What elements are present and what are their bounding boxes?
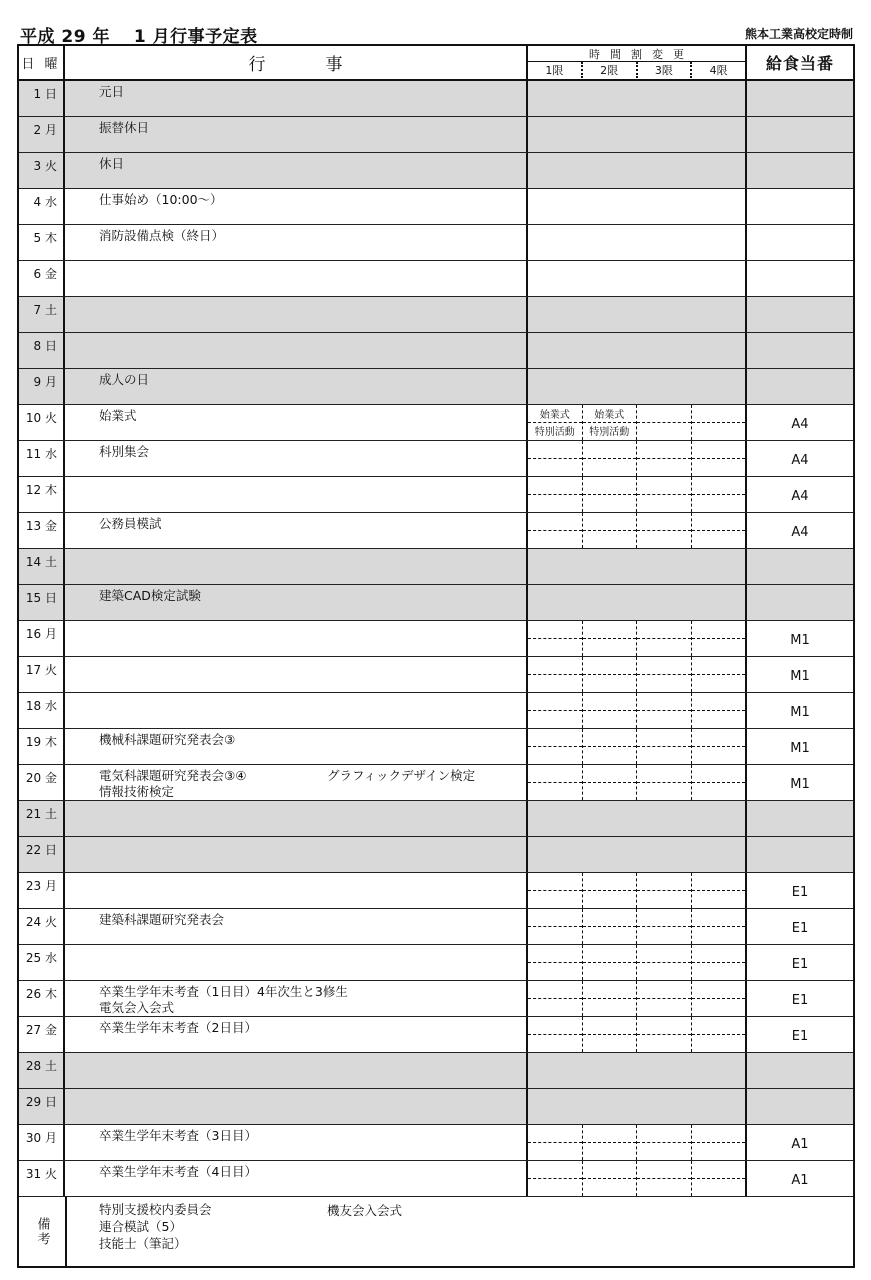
period-slot xyxy=(692,405,746,440)
event-text: 仕事始め（10:00～） xyxy=(99,192,223,207)
period-cell xyxy=(528,117,747,152)
period-slot xyxy=(637,621,692,656)
period-slot xyxy=(692,981,746,1016)
period-cell xyxy=(528,585,747,620)
event-text: 始業式 xyxy=(99,408,137,423)
table-row xyxy=(19,513,853,549)
event-cell xyxy=(65,1161,528,1196)
period-cell xyxy=(528,801,747,836)
header-day: 日 曜 xyxy=(19,46,65,79)
period-cell xyxy=(528,1125,747,1160)
period-slot xyxy=(637,405,692,440)
event-cell xyxy=(65,81,528,116)
table-body xyxy=(19,81,853,1197)
meal-duty-cell: E1 xyxy=(791,1029,809,1044)
meal-duty-cell: A4 xyxy=(791,489,809,504)
meal-duty-cell: A4 xyxy=(791,417,809,432)
period-slot xyxy=(583,729,638,764)
meal-duty-cell xyxy=(747,549,853,584)
period-slot xyxy=(692,909,746,944)
meal-duty-cell xyxy=(747,837,853,872)
meal-duty-cell: M1 xyxy=(790,777,810,792)
table-row xyxy=(19,1053,853,1089)
day-cell: 29 日 xyxy=(19,1089,65,1124)
table-row xyxy=(19,297,853,333)
day-cell: 7 土 xyxy=(19,297,65,332)
event-text-right: グラフィックデザイン検定 xyxy=(327,768,476,783)
meal-duty-cell xyxy=(747,333,853,368)
event-cell xyxy=(65,369,528,404)
table-row xyxy=(19,153,853,189)
period-slot xyxy=(583,1125,638,1160)
period-slot xyxy=(692,693,746,728)
event-text: 休日 xyxy=(99,156,125,171)
period-slot xyxy=(583,981,638,1016)
day-cell: 24 火 xyxy=(19,909,65,944)
period-slot xyxy=(637,477,692,512)
event-cell xyxy=(65,117,528,152)
meal-duty-cell: E1 xyxy=(791,921,809,936)
table-row xyxy=(19,585,853,621)
period-slot xyxy=(637,1125,692,1160)
meal-duty-cell: A4 xyxy=(791,453,809,468)
period-slot xyxy=(528,1161,583,1196)
table-row xyxy=(19,945,853,981)
event-text: 元日 xyxy=(99,84,125,99)
day-cell: 5 木 xyxy=(19,225,65,260)
meal-duty-cell: A1 xyxy=(791,1173,809,1188)
period-slot xyxy=(637,909,692,944)
period-slot xyxy=(528,657,583,692)
event-text: 建築科課題研究発表会 xyxy=(99,912,225,927)
period-cell xyxy=(528,1161,747,1196)
event-cell xyxy=(65,225,528,260)
day-cell: 2 月 xyxy=(19,117,65,152)
period-slot xyxy=(528,729,583,764)
period-slot xyxy=(583,765,638,800)
event-cell xyxy=(65,801,528,836)
period-cell xyxy=(528,837,747,872)
day-cell: 13 金 xyxy=(19,513,65,548)
period-slot xyxy=(528,873,583,908)
event-cell xyxy=(65,657,528,692)
day-cell: 22 日 xyxy=(19,837,65,872)
period-cell xyxy=(528,513,747,548)
table-row xyxy=(19,909,853,945)
event-cell xyxy=(65,909,528,944)
event-text: 機械科課題研究発表会③ xyxy=(99,732,236,747)
event-text: 情報技術検定 xyxy=(99,784,175,799)
period-slot xyxy=(528,477,583,512)
table-row xyxy=(19,477,853,513)
remarks-section xyxy=(19,1197,853,1266)
day-cell: 10 火 xyxy=(19,405,65,440)
day-cell: 14 土 xyxy=(19,549,65,584)
period-slot xyxy=(583,441,638,476)
meal-duty-cell xyxy=(747,1053,853,1088)
remarks-line: 連合模試（5） xyxy=(99,1219,182,1234)
period-cell xyxy=(528,909,747,944)
day-cell: 4 水 xyxy=(19,189,65,224)
header-period-2: 2限 xyxy=(583,62,638,78)
period-slot xyxy=(637,657,692,692)
period-slot xyxy=(528,693,583,728)
period-slot xyxy=(528,621,583,656)
period-slot xyxy=(528,765,583,800)
period-slot xyxy=(583,405,638,440)
period-slot xyxy=(528,1017,583,1052)
period-slot xyxy=(528,405,583,440)
meal-duty-cell: A4 xyxy=(791,525,809,540)
meal-duty-cell: M1 xyxy=(790,741,810,756)
period-slot xyxy=(637,1161,692,1196)
table-row xyxy=(19,81,853,117)
day-cell: 31 火 xyxy=(19,1161,65,1196)
meal-duty-cell: E1 xyxy=(791,885,809,900)
header-periods xyxy=(528,62,745,78)
period-slot xyxy=(528,1125,583,1160)
table-row xyxy=(19,657,853,693)
period-slot xyxy=(637,693,692,728)
meal-duty-cell: E1 xyxy=(791,993,809,1008)
period-cell xyxy=(528,693,747,728)
period-text-bottom: 特別活動 xyxy=(589,427,630,438)
period-cell xyxy=(528,765,747,800)
period-slot xyxy=(583,657,638,692)
period-slot xyxy=(637,945,692,980)
meal-duty-cell xyxy=(747,117,853,152)
period-cell xyxy=(528,657,747,692)
header-period-3: 3限 xyxy=(638,62,693,78)
period-slot xyxy=(692,621,746,656)
meal-duty-cell: M1 xyxy=(790,633,810,648)
period-slot xyxy=(692,513,746,548)
period-slot xyxy=(692,945,746,980)
event-cell xyxy=(65,621,528,656)
period-slot xyxy=(583,909,638,944)
period-slot xyxy=(583,1161,638,1196)
table-row xyxy=(19,225,853,261)
event-cell xyxy=(65,945,528,980)
period-cell xyxy=(528,261,747,296)
event-text: 消防設備点検（終日） xyxy=(99,228,225,243)
table-row xyxy=(19,765,853,801)
table-row xyxy=(19,369,853,405)
meal-duty-cell xyxy=(747,1089,853,1124)
period-cell xyxy=(528,549,747,584)
period-slot xyxy=(637,765,692,800)
period-cell xyxy=(528,729,747,764)
event-cell xyxy=(65,513,528,548)
event-text: 公務員模試 xyxy=(99,516,162,531)
event-cell xyxy=(65,873,528,908)
event-cell xyxy=(65,153,528,188)
event-text: 卒業生学年末考査（3日目） xyxy=(99,1128,257,1143)
event-text: 振替休日 xyxy=(99,120,150,135)
day-cell: 18 水 xyxy=(19,693,65,728)
period-slot xyxy=(692,441,746,476)
meal-duty-cell xyxy=(747,81,853,116)
period-cell xyxy=(528,405,747,440)
table-row xyxy=(19,621,853,657)
remarks-lines xyxy=(99,1201,212,1252)
period-slot xyxy=(528,945,583,980)
day-cell: 6 金 xyxy=(19,261,65,296)
period-slot xyxy=(637,441,692,476)
day-cell: 16 月 xyxy=(19,621,65,656)
event-cell xyxy=(65,765,528,800)
event-text: 電気会入会式 xyxy=(99,1000,175,1015)
period-cell xyxy=(528,945,747,980)
period-cell xyxy=(528,1053,747,1088)
table-row xyxy=(19,1125,853,1161)
remarks-line: 特別支援校内委員会 xyxy=(99,1202,212,1217)
header-meal-duty: 給食当番 xyxy=(765,54,834,73)
table-row xyxy=(19,1161,853,1197)
day-cell: 23 月 xyxy=(19,873,65,908)
table-row xyxy=(19,549,853,585)
meal-duty-cell xyxy=(747,585,853,620)
period-cell xyxy=(528,189,747,224)
period-slot xyxy=(528,981,583,1016)
period-slot xyxy=(637,873,692,908)
period-slot xyxy=(692,657,746,692)
period-slot xyxy=(583,621,638,656)
period-slot xyxy=(637,1017,692,1052)
meal-duty-cell xyxy=(747,369,853,404)
table-row xyxy=(19,981,853,1017)
period-cell xyxy=(528,225,747,260)
meal-duty-cell xyxy=(747,153,853,188)
event-text: 成人の日 xyxy=(99,372,150,387)
period-slot xyxy=(583,693,638,728)
day-cell: 3 火 xyxy=(19,153,65,188)
period-slot xyxy=(692,729,746,764)
period-text-top: 始業式 xyxy=(539,410,570,421)
event-cell xyxy=(65,1017,528,1052)
meal-duty-cell: M1 xyxy=(790,669,810,684)
period-slot xyxy=(692,1017,746,1052)
event-cell xyxy=(65,1125,528,1160)
period-slot xyxy=(528,909,583,944)
table-row xyxy=(19,189,853,225)
period-slot xyxy=(583,945,638,980)
table-row xyxy=(19,117,853,153)
period-cell xyxy=(528,153,747,188)
event-text: 卒業生学年末考査（1日目）4年次生と3修生 xyxy=(99,984,348,999)
day-cell: 27 金 xyxy=(19,1017,65,1052)
remarks-line: 技能士（筆記） xyxy=(99,1236,187,1251)
meal-duty-cell: A1 xyxy=(791,1137,809,1152)
header-period-group: 時間割変更 xyxy=(528,46,745,62)
event-cell xyxy=(65,477,528,512)
table-row xyxy=(19,873,853,909)
page-title: 平成 29 年 1 月行事予定表 xyxy=(20,27,258,47)
event-cell xyxy=(65,981,528,1016)
period-slot xyxy=(583,873,638,908)
period-slot xyxy=(528,513,583,548)
meal-duty-cell xyxy=(747,261,853,296)
event-cell xyxy=(65,261,528,296)
event-text: 卒業生学年末考査（2日目） xyxy=(99,1020,257,1035)
event-text: 卒業生学年末考査（4日目） xyxy=(99,1164,257,1179)
day-cell: 17 火 xyxy=(19,657,65,692)
event-cell xyxy=(65,837,528,872)
period-cell xyxy=(528,1017,747,1052)
schedule-table xyxy=(17,44,855,1268)
event-cell xyxy=(65,405,528,440)
period-slot xyxy=(692,1125,746,1160)
day-cell: 9 月 xyxy=(19,369,65,404)
day-cell: 15 日 xyxy=(19,585,65,620)
day-cell: 30 月 xyxy=(19,1125,65,1160)
table-row xyxy=(19,1089,853,1125)
header-period-change xyxy=(528,46,747,79)
period-slot xyxy=(583,513,638,548)
period-slot xyxy=(637,513,692,548)
event-cell xyxy=(65,693,528,728)
day-cell: 8 日 xyxy=(19,333,65,368)
event-text: 科別集会 xyxy=(99,444,150,459)
table-row xyxy=(19,1017,853,1053)
header-period-4: 4限 xyxy=(709,64,728,77)
table-header xyxy=(19,46,853,81)
table-row xyxy=(19,801,853,837)
period-cell xyxy=(528,981,747,1016)
period-text-bottom: 特別活動 xyxy=(534,427,575,438)
table-row xyxy=(19,405,853,441)
period-slot xyxy=(637,981,692,1016)
event-cell xyxy=(65,585,528,620)
table-row xyxy=(19,837,853,873)
table-row xyxy=(19,729,853,765)
period-cell xyxy=(528,441,747,476)
period-slot xyxy=(583,477,638,512)
period-slot xyxy=(692,873,746,908)
meal-duty-cell: M1 xyxy=(790,705,810,720)
period-cell xyxy=(528,621,747,656)
meal-duty-cell xyxy=(747,801,853,836)
header-period-1: 1限 xyxy=(528,62,583,78)
table-row xyxy=(19,693,853,729)
event-cell xyxy=(65,333,528,368)
day-cell: 11 水 xyxy=(19,441,65,476)
day-cell: 1 日 xyxy=(19,81,65,116)
event-cell xyxy=(65,1089,528,1124)
period-cell xyxy=(528,1089,747,1124)
day-cell: 19 木 xyxy=(19,729,65,764)
meal-duty-cell xyxy=(747,297,853,332)
day-cell: 26 木 xyxy=(19,981,65,1016)
event-cell xyxy=(65,1053,528,1088)
period-slot xyxy=(583,1017,638,1052)
table-row xyxy=(19,441,853,477)
period-slot xyxy=(692,1161,746,1196)
remarks-right: 機友会入会式 xyxy=(327,1203,403,1218)
period-slot xyxy=(528,441,583,476)
day-cell: 20 金 xyxy=(19,765,65,800)
event-cell xyxy=(65,441,528,476)
period-cell xyxy=(528,333,747,368)
event-cell xyxy=(65,549,528,584)
table-row xyxy=(19,261,853,297)
day-cell: 12 木 xyxy=(19,477,65,512)
day-cell: 21 土 xyxy=(19,801,65,836)
event-text: 電気科課題研究発表会③④ xyxy=(99,768,247,783)
event-cell xyxy=(65,297,528,332)
remarks-label: 備考 xyxy=(19,1197,67,1266)
event-cell xyxy=(65,189,528,224)
day-cell: 25 水 xyxy=(19,945,65,980)
period-cell xyxy=(528,477,747,512)
meal-duty-cell: E1 xyxy=(791,957,809,972)
school-name: 熊本工業高校定時制 xyxy=(744,27,853,41)
period-text-top: 始業式 xyxy=(594,410,625,421)
day-cell: 28 土 xyxy=(19,1053,65,1088)
period-cell xyxy=(528,297,747,332)
meal-duty-cell xyxy=(747,189,853,224)
period-cell xyxy=(528,369,747,404)
event-cell xyxy=(65,729,528,764)
period-cell xyxy=(528,873,747,908)
event-text: 建築CAD検定試験 xyxy=(99,588,201,603)
period-cell xyxy=(528,81,747,116)
table-row xyxy=(19,333,853,369)
meal-duty-cell xyxy=(747,225,853,260)
period-slot xyxy=(692,765,746,800)
period-slot xyxy=(637,729,692,764)
period-slot xyxy=(692,477,746,512)
header-event: 行事 xyxy=(65,46,528,79)
